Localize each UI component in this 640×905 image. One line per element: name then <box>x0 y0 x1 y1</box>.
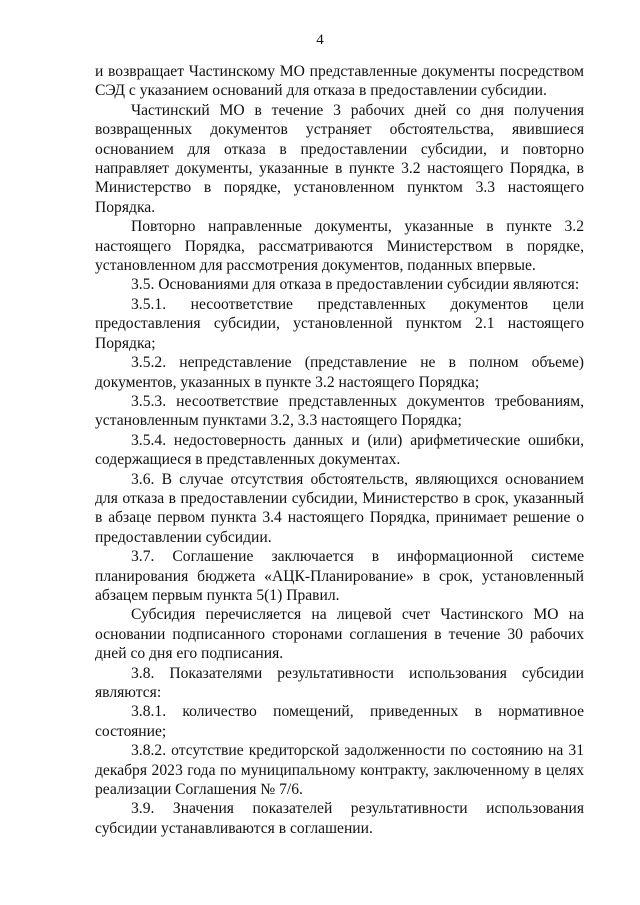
paragraph: 3.8.2. отсутствие кредиторской задолженности по состоянию на 31 декабря 2023 года по муниципальному контракту, заключенному в целях реализации Соглашения № 7/6. <box>95 742 584 799</box>
paragraph: Повторно направленные документы, указанные в пункте 3.2 настоящего Порядка, рассматриваются Министерством в порядке, установленном для рассмотрения документов, поданных впервые. <box>95 218 584 275</box>
paragraph: 3.8. Показателями результативности использования субсидии являются: <box>95 664 584 701</box>
paragraph: 3.5.1. несоответствие представленных документов цели предоставления субсидии, установленной пунктом 2.1 настоящего Порядка; <box>95 295 584 352</box>
page-number: 4 <box>316 32 324 48</box>
paragraph: 3.9. Значения показателей результативности использования субсидии устанавливаются в соглашении. <box>95 800 584 837</box>
document-body <box>95 62 584 838</box>
paragraph: Субсидия перечисляется на лицевой счет Частинского МО на основании подписанного сторонами соглашения в течение 30 рабочих дней со дня его подписания. <box>95 606 584 663</box>
paragraph: Частинский МО в течение 3 рабочих дней со дня получения возвращенных документов устраняет обстоятельства, явившиеся основанием для отказа в предоставлении субсидии, и повторно направляет документы, указанные в пункте 3.2 настоящего Порядка, в Министерство в порядке, установленном пунктом 3.3 настоящего Порядка. <box>95 101 584 216</box>
paragraph: 3.6. В случае отсутствия обстоятельств, являющихся основанием для отказа в предоставлении субсидии, Министерство в срок, указанный в абзаце первом пункта 3.4 настоящего Порядка, принимает решение о предоставлении субсидии. <box>95 470 584 546</box>
paragraph: 3.5. Основаниями для отказа в предоставлении субсидии являются: <box>131 276 580 294</box>
paragraph: и возвращает Частинскому МО представленные документы посредством СЭД с указанием оснований для отказа в предоставлении субсидии. <box>95 63 584 100</box>
paragraph: 3.7. Соглашение заключается в информационной системе планирования бюджета «АЦК-Планирование» в срок, установленный абзацем первым пункта 5(1) Правил. <box>95 548 584 604</box>
paragraph: 3.5.3. несоответствие представленных документов требованиям, установленным пунктами 3.2, 3.3 настоящего Порядка; <box>95 392 584 430</box>
paragraph: 3.5.2. непредставление (представление не в полном объеме) документов, указанных в пункте 3.2 настоящего Порядка; <box>95 354 584 391</box>
paragraph: 3.5.4. недостоверность данных и (или) арифметические ошибки, содержащиеся в представленных документах. <box>95 431 584 469</box>
paragraph: 3.8.1. количество помещений, приведенных в нормативное состояние; <box>95 703 584 740</box>
